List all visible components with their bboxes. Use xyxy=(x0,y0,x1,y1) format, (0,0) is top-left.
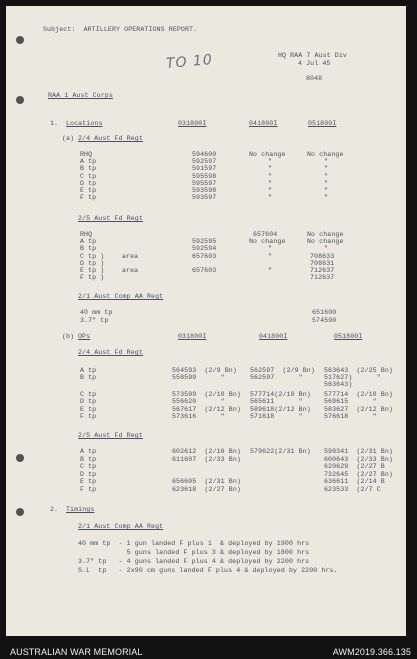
punch-hole xyxy=(16,36,24,44)
op-value: 564593 (2/9 Bn) xyxy=(172,367,237,374)
location-row-label: F tp ) xyxy=(80,274,105,282)
op-value: 558599 " xyxy=(172,374,225,381)
location-row-label: C tp ) xyxy=(80,252,105,260)
section-title: Locations xyxy=(66,120,103,127)
location-row-label: D tp ) xyxy=(80,259,105,267)
grid-reference: 592597 xyxy=(192,158,217,166)
unit-heading: 2/5 Aust Fd Regt xyxy=(78,432,143,439)
location-value: No change xyxy=(249,151,286,158)
area-label: area xyxy=(122,267,139,274)
op-value: 563643 (2/25 Bn) xyxy=(324,367,393,374)
location-row-label: D tp xyxy=(80,179,97,187)
location-row-label: E tp ) xyxy=(80,267,105,274)
grid-reference: 651600 xyxy=(312,309,337,316)
location-row-label: F tp xyxy=(80,194,97,202)
op-row-label: A tp xyxy=(80,448,97,455)
location-row-label: A tp xyxy=(80,238,97,246)
timing-line: 3.7" tp - 4 guns landed F plus 4 & deployed by 2200 hrs xyxy=(78,558,310,565)
unit-heading: 2/1 Aust Comp AA Regt xyxy=(78,523,164,530)
location-value: No change xyxy=(307,238,344,246)
grid-reference: 595597 xyxy=(192,179,217,187)
grid-reference: 592594 xyxy=(192,245,217,253)
area-label: area xyxy=(122,252,139,260)
location-row-label: 40 mm tp xyxy=(80,309,113,316)
op-value: 562597 " xyxy=(250,374,303,381)
op-row-label: D tp xyxy=(80,470,97,478)
column-header: 041800I xyxy=(249,120,278,127)
op-value: 569615 " xyxy=(324,398,377,405)
timing-line: 40 mm tp - 1 gun landed F plus 1 & deployed by 1900 hrs xyxy=(78,540,310,547)
location-value: " xyxy=(268,158,273,166)
location-value: No change xyxy=(249,238,286,246)
location-value: No change xyxy=(307,151,344,158)
location-value: " xyxy=(324,179,329,187)
op-value: 556620 " xyxy=(172,398,225,405)
op-value: 517627) " xyxy=(324,374,381,381)
location-row-label: RHQ xyxy=(80,231,93,238)
op-row-label: C tp xyxy=(80,391,97,398)
op-value: 571618 " xyxy=(250,413,303,420)
location-row-label: E tp xyxy=(80,187,97,194)
grid-reference: 591597 xyxy=(192,165,217,173)
location-row-label: RHQ xyxy=(80,151,93,158)
reference-number: 8048 xyxy=(306,75,323,82)
op-value: 583627 (2/12 Bn) xyxy=(324,406,393,413)
unit-heading: 2/5 Aust Fd Regt xyxy=(78,215,143,222)
location-value: 712637 xyxy=(310,274,335,282)
op-value: 589618(2/12 Bn) xyxy=(250,406,311,413)
grid-reference: 574590 xyxy=(312,316,337,324)
punch-hole xyxy=(16,508,24,516)
grid-reference: 594600 xyxy=(192,151,217,158)
location-row-label: 3.7" tp xyxy=(80,316,109,324)
location-value: " xyxy=(268,245,273,253)
op-value: 623618 (2/27 Bn) xyxy=(172,486,241,493)
column-header: 041800I xyxy=(259,333,288,340)
op-row-label: B tp xyxy=(80,374,97,381)
pencil-annotation: TO 10 xyxy=(165,51,214,73)
op-value: 623533 (2/7 C xyxy=(324,486,381,493)
subsection-title: OPs xyxy=(78,333,91,340)
unit-heading: 2/1 Aust Comp AA Regt xyxy=(78,293,164,300)
op-value: 600643 (2/33 Bn) xyxy=(324,455,393,463)
section-number: 2. xyxy=(50,506,59,513)
addressee: RAA 1 Aust Corps xyxy=(48,92,113,99)
op-value: 562597 (2/9 Bn) xyxy=(250,367,315,374)
op-value: 732645 (2/27 Bn) xyxy=(324,470,393,478)
location-value: " xyxy=(268,165,273,173)
column-header: 051800I xyxy=(334,333,363,340)
op-value: 577714 (2/10 Bn) xyxy=(324,391,393,398)
punch-hole xyxy=(16,96,24,104)
op-row-label: F tp xyxy=(80,486,97,493)
location-value: 712637 xyxy=(310,267,335,274)
timing-line: 5 guns landed F plus 3 & deployed by 1800 hrs xyxy=(78,549,310,556)
op-value: 656605 (2/31 Bn) xyxy=(172,478,241,486)
location-value: " xyxy=(268,194,273,202)
timing-line: S.L tp - 2x90 cm guns landed F plus 4 & deployed by 2200 hrs. xyxy=(78,567,338,574)
unit-heading: 2/4 Aust Fd Regt xyxy=(78,135,143,142)
location-row-label: C tp xyxy=(80,172,97,180)
section-title: Timings xyxy=(66,506,95,513)
op-value: 567617 (2/12 Bn) xyxy=(172,406,241,413)
op-row-label: D tp xyxy=(80,398,97,405)
grid-reference: 595598 xyxy=(192,172,217,180)
op-row-label: C tp xyxy=(80,463,97,471)
column-header: 031800I xyxy=(178,333,207,340)
column-header: 051800I xyxy=(308,120,337,127)
location-value: " xyxy=(324,158,329,166)
location-value: " xyxy=(268,179,273,187)
punch-hole xyxy=(16,454,24,462)
footer-right: AWM2019.366.135 xyxy=(332,647,411,657)
location-value: 708631 xyxy=(310,259,335,267)
location-value: " xyxy=(268,172,273,180)
date-line: 4 Jul 45 xyxy=(298,60,331,67)
document-page xyxy=(6,6,411,657)
op-row-label: E tp xyxy=(80,406,97,413)
location-value: " xyxy=(268,187,273,194)
op-value: 620629 (2/27 B xyxy=(324,463,385,471)
op-value: 579622(2/31 Bn) xyxy=(250,448,311,455)
grid-reference: 657603 xyxy=(192,267,217,274)
subsection-label: (b) xyxy=(62,333,75,340)
op-row-label: E tp xyxy=(80,478,97,486)
grid-reference: 592595 xyxy=(192,238,217,246)
location-value: 657604 xyxy=(253,231,278,238)
location-value: " xyxy=(324,194,329,202)
op-row-label: A tp xyxy=(80,367,97,374)
location-row-label: A tp xyxy=(80,158,97,166)
op-value: 565611 " xyxy=(250,398,303,405)
location-value: No change xyxy=(307,231,344,238)
op-value: 598341 (2/31 Bn) xyxy=(324,448,393,455)
op-value: 602612 (2/16 Bn) xyxy=(172,448,241,455)
op-value: 576618 " xyxy=(324,413,377,420)
location-value: " xyxy=(324,165,329,173)
op-row-label: B tp xyxy=(80,455,97,463)
subsection-label: (a) xyxy=(62,135,75,142)
op-value: 563643) xyxy=(324,381,353,388)
grid-reference: 593597 xyxy=(192,194,217,202)
grid-reference: 657603 xyxy=(192,252,217,260)
hq-line: HQ RAA 7 Aust Div xyxy=(278,52,347,59)
footer-bar xyxy=(6,644,417,659)
location-value: " xyxy=(324,187,329,194)
location-value: " xyxy=(324,172,329,180)
column-header: 031800I xyxy=(178,120,207,127)
op-value: 573599 (2/10 Bn) xyxy=(172,391,241,398)
op-row-label: F tp xyxy=(80,413,97,420)
op-value: 577714(2/10 Bn) xyxy=(250,391,311,398)
subject-line: Subject: ARTILLERY OPERATIONS REPORT. xyxy=(43,26,198,33)
unit-heading: 2/4 Aust Fd Regt xyxy=(78,349,143,356)
section-number: 1. xyxy=(50,120,59,127)
op-value: 573616 " xyxy=(172,413,225,420)
location-value: 708633 xyxy=(310,252,335,260)
op-value: 636611 (2/14 B xyxy=(324,478,385,486)
location-value: " xyxy=(324,245,329,253)
grid-reference: 593598 xyxy=(192,187,217,194)
location-row-label: B tp xyxy=(80,165,97,173)
location-row-label: B tp xyxy=(80,245,97,253)
footer-left: AUSTRALIAN WAR MEMORIAL xyxy=(10,647,143,657)
op-value: 611607 (2/33 Bn) xyxy=(172,455,241,463)
location-value: " xyxy=(268,252,273,260)
location-value: " xyxy=(268,267,273,274)
